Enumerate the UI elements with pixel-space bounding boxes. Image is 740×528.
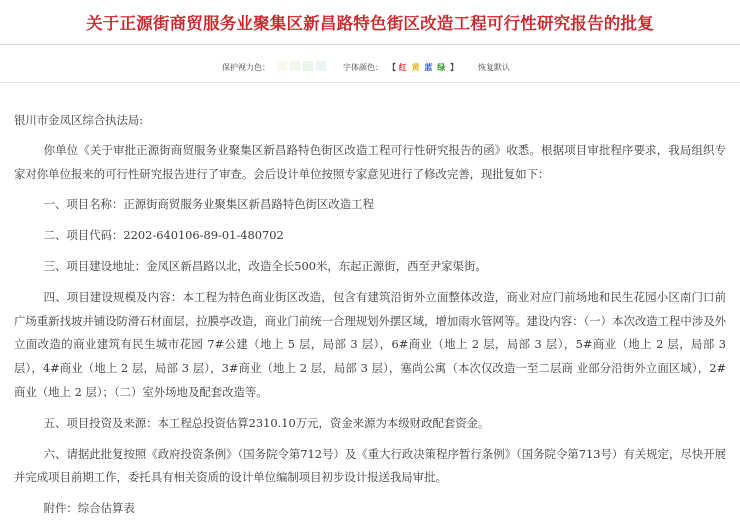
font-color-red[interactable]: 红 xyxy=(398,63,407,72)
font-color-options xyxy=(388,62,458,73)
reading-toolbar xyxy=(0,59,740,75)
protect-color-swatch-3[interactable] xyxy=(303,61,313,71)
bracket-open: 【 xyxy=(388,63,396,72)
item-project-address: 三、项目建设地址：金凤区新昌路以北，改造全长500米，东起正源街，西至尹家渠街。 xyxy=(43,258,487,273)
font-color-green[interactable]: 绿 xyxy=(437,63,446,72)
document-title: 关于正源街商贸服务业聚集区新昌路特色街区改造工程可行性研究报告的批复 xyxy=(86,14,654,33)
document-body xyxy=(14,109,726,528)
item-instructions: 六、请据此批复按照《政府投资条例》（国务院令第712号）及《重大行政决策程序暂行条例》（国务院令第713号）有关规定，尽快开展并完成项目前期工作，委托具有相关资质的设计单位编制项目初步设计报送我局审批。 xyxy=(14,446,726,485)
item-project-name: 一、项目名称：正源街商贸服务业聚集区新昌路特色街区改造工程 xyxy=(43,197,374,212)
toolbar-divider xyxy=(0,82,740,83)
font-color-blue[interactable]: 蓝 xyxy=(424,63,433,72)
item-project-scope: 四、项目建设规模及内容：本工程为特色商业街区改造，包含有建筑沿街外立面整体改造，商业对应门前场地和民生花园小区南门口前广场重新找坡并铺设防滑石材面层，拉膜亭改造，商业门前统一合理规划外摆区域，增加雨水管网等。建设内容：（一）本次改造工程中涉及外立面改造的商业建筑有民生城市花园 7#公建（地上 5 层，局部 3 层），6#商业（地上 2 层，局部 3 层），5#商业（地上 2 层，局部 3 层），4#商业（地上 2 层，局部 3 层），3#商业（地上 2 层，局部 3 层），塞尚公寓（本次仅改造一至二层商 业部分沿街外立面区域），2#商业（地上 2 层）；（二）室外场地及配套改造等。 xyxy=(14,289,726,399)
attachment-line: 附件：综合估算表 xyxy=(43,501,135,516)
item-project-investment: 五、项目投资及来源：本工程总投资估算2310.10万元，资金来源为本级财政配套资金。 xyxy=(43,415,490,430)
document-header xyxy=(0,0,740,44)
restore-default-link[interactable]: 恢复默认 xyxy=(478,63,510,72)
protect-color-label: 保护视力色： xyxy=(222,63,270,72)
protect-color-swatch-1[interactable] xyxy=(277,61,287,71)
header-divider xyxy=(0,44,740,45)
item-project-code: 二、项目代码：2202-640106-89-01-480702 xyxy=(43,228,284,243)
font-color-yellow[interactable]: 黄 xyxy=(411,63,420,72)
bracket-close: 】 xyxy=(449,63,458,72)
protect-color-swatch-2[interactable] xyxy=(290,61,300,71)
addressee: 银川市金凤区综合执法局: xyxy=(14,113,144,127)
intro-paragraph: 你单位《关于审批正源街商贸服务业聚集区新昌路特色街区改造工程可行性研究报告的函》收悉。根据项目审批程序要求，我局组织专家对你单位报来的可行性研究报告进行了审查。会后设计单位按照专家意见进行了修改完善，现批复如下： xyxy=(14,142,726,181)
font-color-label: 字体颜色： xyxy=(343,63,383,72)
protect-color-swatch-4[interactable] xyxy=(316,61,326,71)
